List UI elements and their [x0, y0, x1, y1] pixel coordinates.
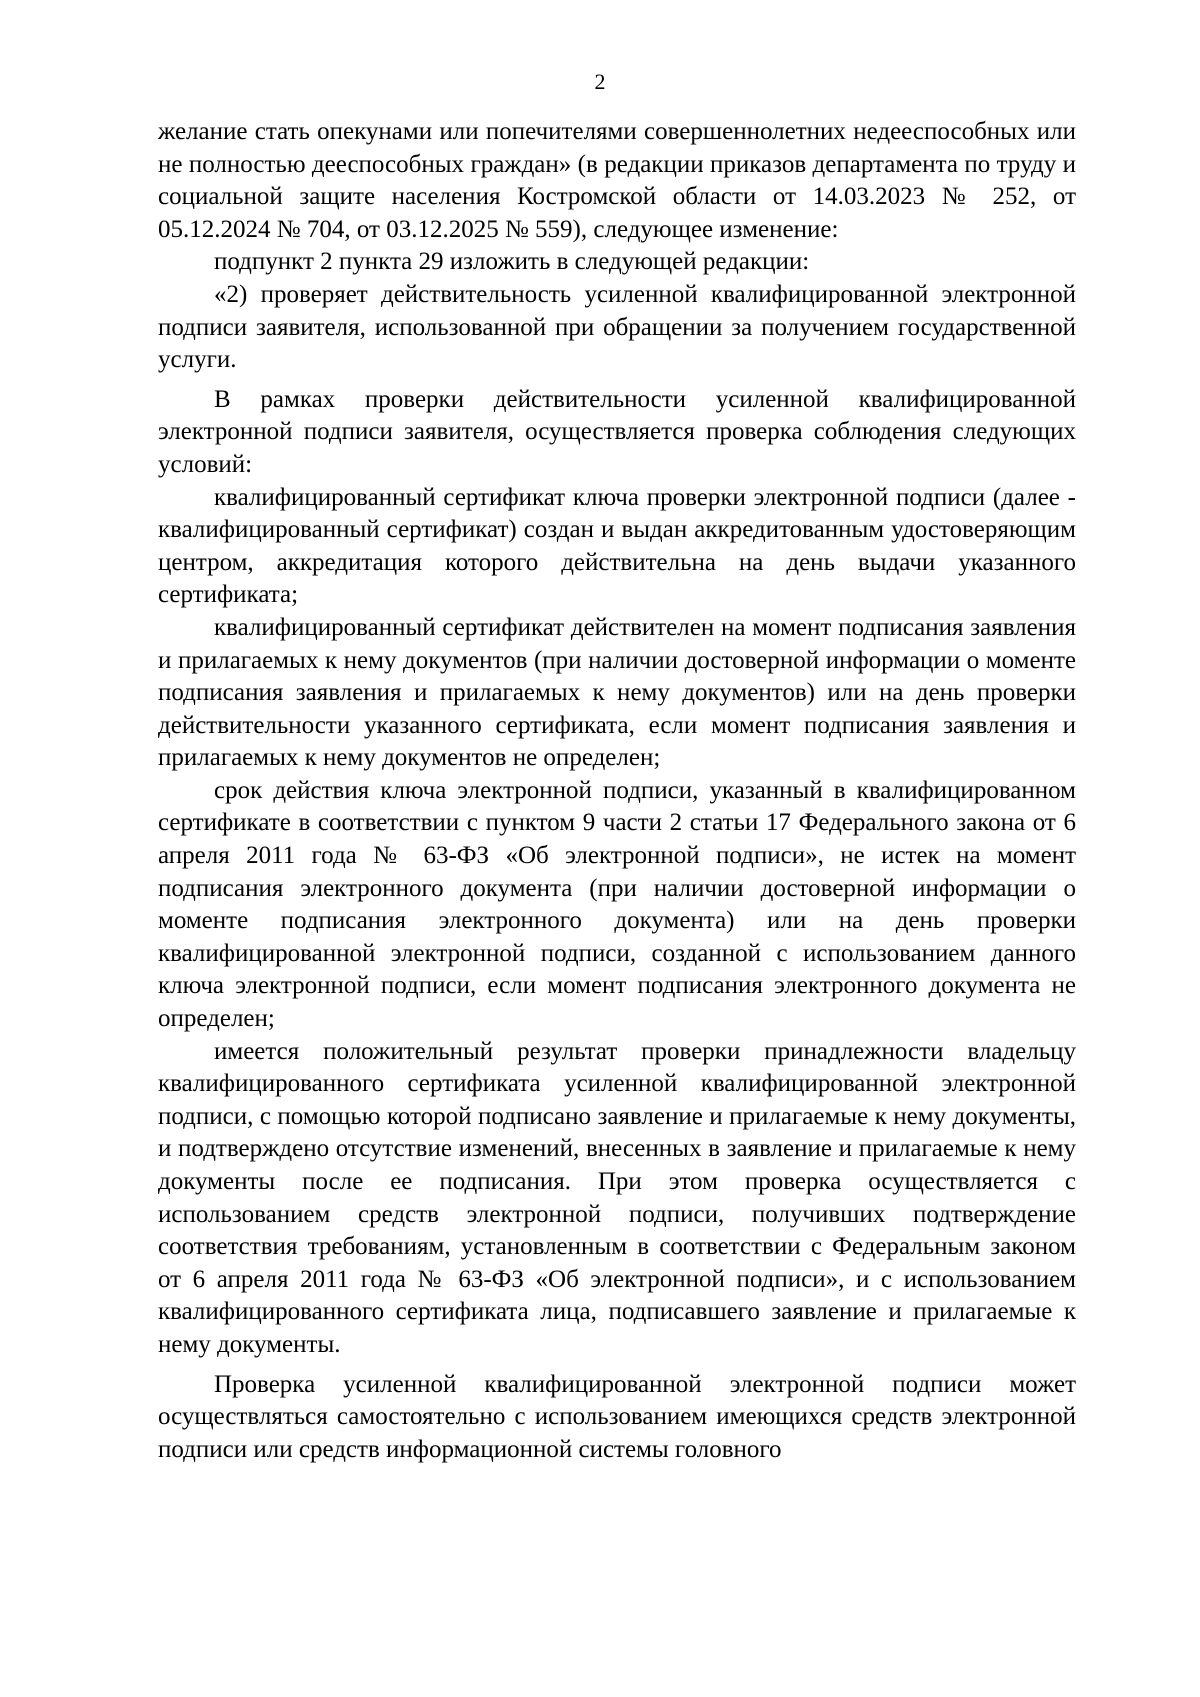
paragraph-continuation: желание стать опекунами или попечителями совершеннолетних недееспособных или не полностью дееспособных граждан» (в редакции приказов департамента по труду и социальной защите населения Костромской области от 14.03.2023 № 252, от 05.12.2024 № 704, от 03.12.2025 № 559), следующее изменение:	[158, 118, 1076, 243]
paragraph-verification-methods: Проверка усиленной квалифицированной электронной подписи может осуществляться самостоятельно с использованием имеющихся средств электронной подписи или средств информационной системы головного	[158, 1370, 1076, 1463]
paragraph-subitem-2: «2) проверяет действительность усиленной квалифицированной электронной подписи заявителя, использованной при обращении за получением государственной услуги.	[158, 280, 1076, 374]
paragraph-condition-ownership-check: имеется положительный результат проверки принадлежности владельцу квалифицированного сертификата усиленной квалифицированной электронной подписи, с помощью которой подписано заявление и прилагаемые к нему документы, и подтверждено отсутствие изменений, внесенных в заявление и прилагаемые к нему документы после ее подписания. При этом проверка осуществляется с использованием средств электронной подписи, получивших подтверждение соответствия требованиям, установленным в соответствии с Федеральным законом от 6 апреля 2011 года № 63-ФЗ «Об электронной подписи», и с использованием квалифицированного сертификата лица, подписавшего заявление и прилагаемые к нему документы.	[158, 1037, 1076, 1358]
page-number: 2	[594, 69, 606, 94]
paragraph-verification-conditions: В рамках проверки действительности усиленной квалифицированной электронной подписи заявителя, осуществляется проверка соблюдения следующих условий:	[158, 385, 1076, 478]
paragraph-condition-certificate-issued: квалифицированный сертификат ключа проверки электронной подписи (далее - квалифицированный сертификат) создан и выдан аккредитованным удостоверяющим центром, аккредитация которого действительна на день выдачи указанного сертификата;	[158, 483, 1076, 609]
document-body	[158, 116, 1076, 1466]
paragraph-condition-certificate-valid: квалифицированный сертификат действителен на момент подписания заявления и прилагаемых к нему документов (при наличии достоверной информации о моменте подписания заявления и прилагаемых к нему документов) или на день проверки действительности указанного сертификата, если момент подписания заявления и прилагаемых к нему документов не определен;	[158, 613, 1076, 772]
paragraph-condition-key-validity: срок действия ключа электронной подписи, указанный в квалифицированном сертификате в соответствии с пунктом 9 части 2 статьи 17 Федерального закона от 6 апреля 2011 года № 63-ФЗ «Об электронной подписи», не истек на момент подписания электронного документа (при наличии достоверной информации о моменте подписания электронного документа) или на день проверки квалифицированной электронной подписи, созданной с использованием данного ключа электронной подписи, если момент подписания электронного документа не определен;	[158, 776, 1076, 1033]
paragraph-amendment-instruction: подпункт 2 пункта 29 изложить в следующей редакции:	[214, 248, 810, 276]
